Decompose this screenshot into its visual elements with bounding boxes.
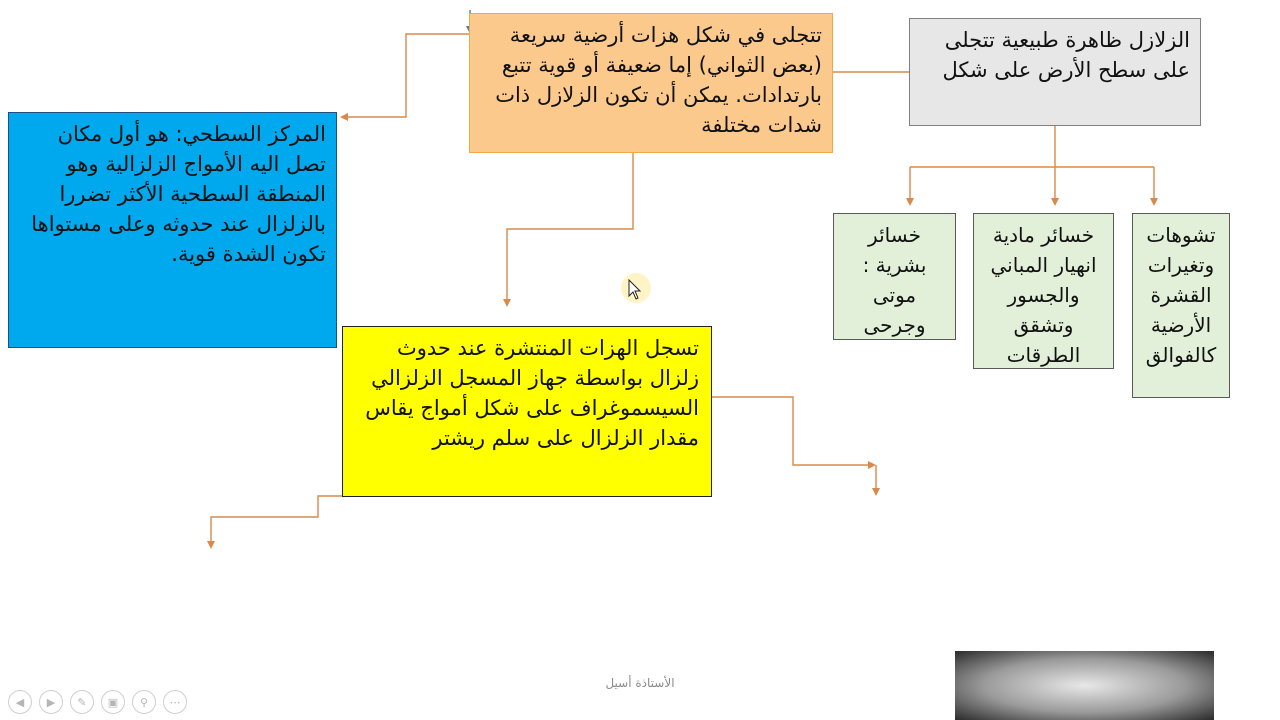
definition-text: الزلازل ظاهرة طبيعية تتجلى على سطح الأرض على شكل: [942, 28, 1190, 82]
material-losses-box: [973, 213, 1114, 369]
webcam-overlay: [955, 651, 1214, 720]
crust-deformation-box: [1132, 213, 1230, 398]
human-losses-text: خسائر بشرية : موتى وجرحى: [862, 223, 927, 337]
pen-icon[interactable]: ✎: [70, 690, 94, 714]
slideshow-toolbar: [8, 690, 187, 716]
epicenter-text: المركز السطحي: هو أول مكان تصل اليه الأمواج الزلزالية وهو المنطقة السطحية الأكثر تضررا بالزلزال عند حدوثه وعلى مستواها تكون الشدة قوية.: [31, 122, 326, 266]
manifestation-box: [469, 13, 833, 153]
connector-seismograph-left: [211, 496, 420, 545]
connector-seismograph-right: [712, 397, 872, 465]
forward-icon[interactable]: ▶: [39, 690, 63, 714]
search-icon[interactable]: ⚲: [132, 690, 156, 714]
more-icon[interactable]: ⋯: [163, 690, 187, 714]
slides-icon[interactable]: ▣: [101, 690, 125, 714]
epicenter-box: [8, 112, 337, 348]
footer-author: الأستاذة أسيل: [605, 676, 675, 690]
seismograph-box: [342, 326, 712, 497]
seismograph-text: تسجل الهزات المنتشرة عند حدوث زلزال بواسطة جهاز المسجل الزلزالي السيسموغراف على شكل أمواج يقاس مقدار الزلزال على سلم ريشتر: [365, 336, 699, 450]
material-losses-text: خسائر مادية انهيار المباني والجسور وتشقق الطرقات: [990, 223, 1097, 367]
crust-deformation-text: تشوهات وتغيرات القشرة الأرضية كالفوالق: [1145, 223, 1217, 367]
connector-form-to-seismograph: [507, 153, 633, 303]
definition-box: [909, 18, 1201, 126]
back-icon[interactable]: ◀: [8, 690, 32, 714]
human-losses-box: [833, 213, 956, 340]
connector-form-to-epicenter: [344, 34, 469, 117]
mouse-pointer-icon: [628, 279, 642, 301]
manifestation-text: تتجلى في شكل هزات أرضية سريعة (بعض الثواني) إما ضعيفة أو قوية تتبع بارتدادات. يمكن أن تكون الزلازل ذات شدات مختلفة: [495, 23, 822, 137]
